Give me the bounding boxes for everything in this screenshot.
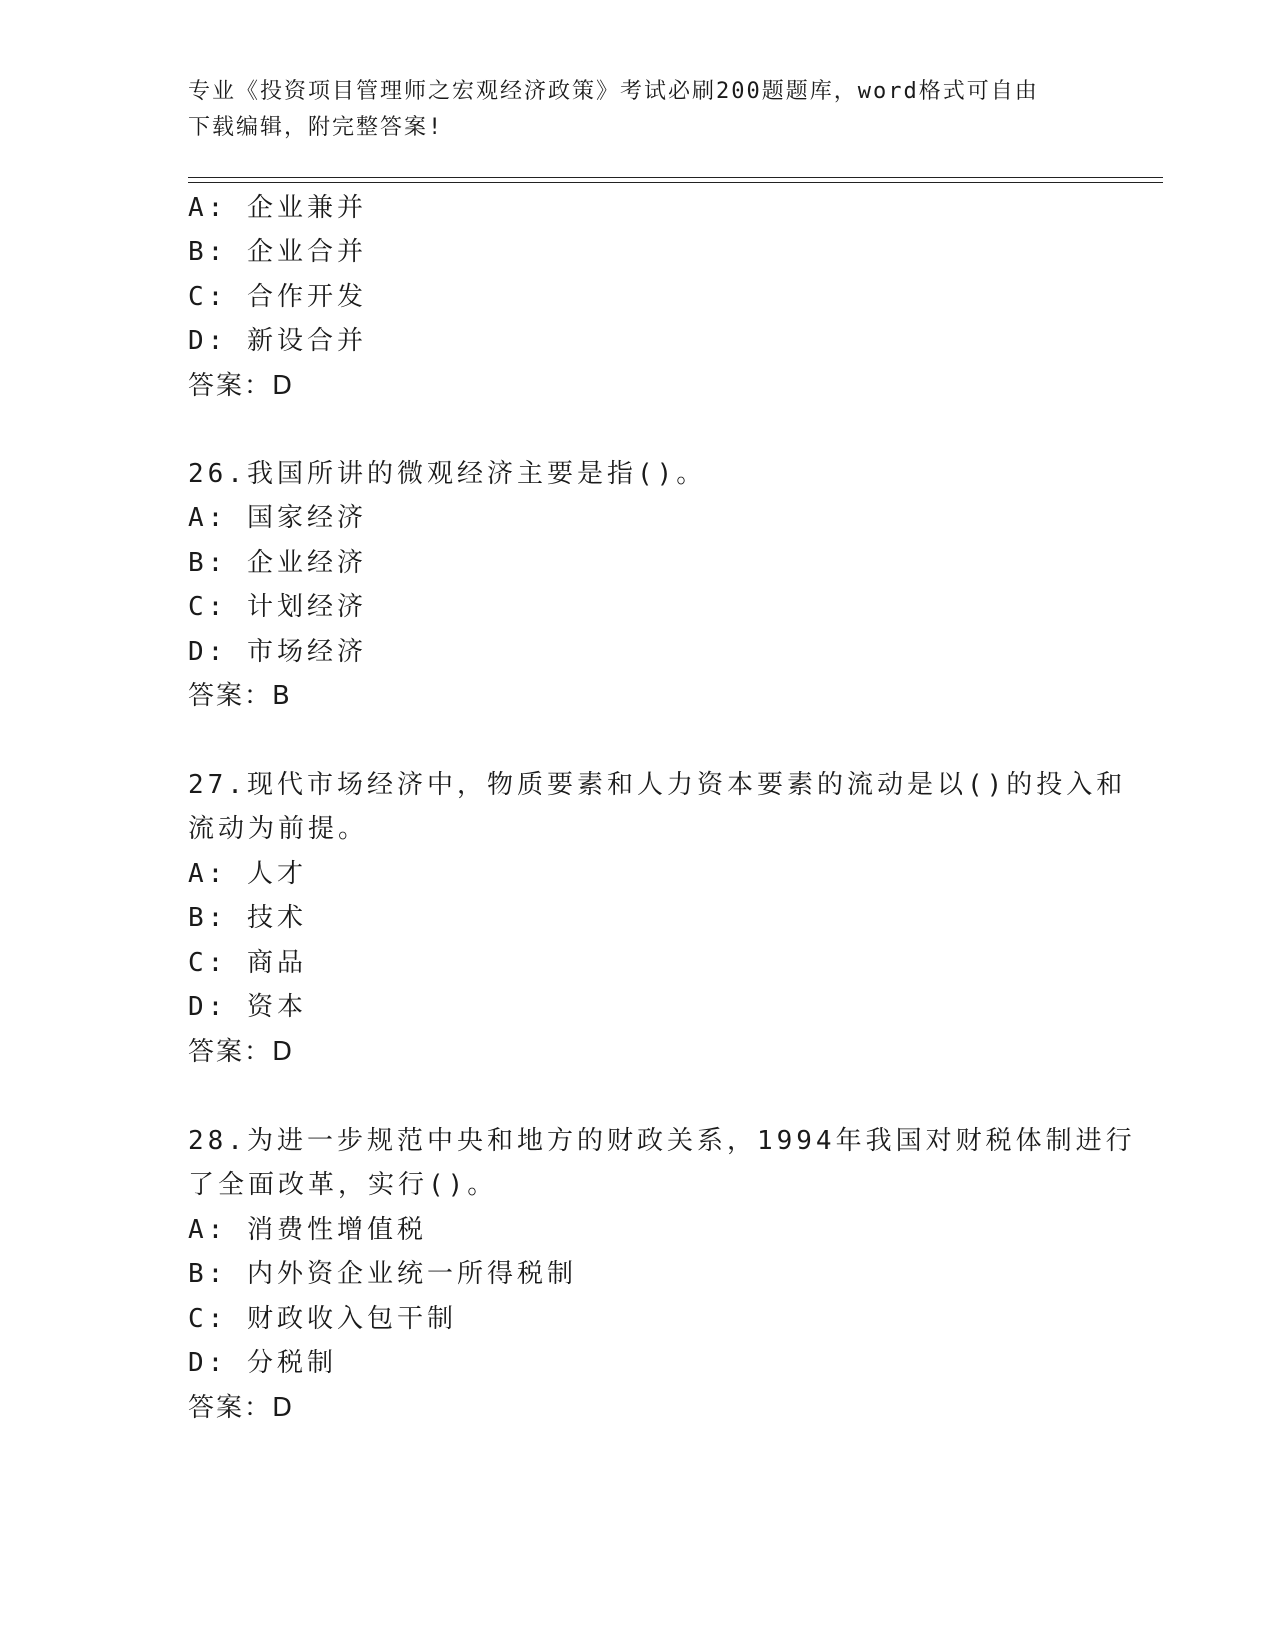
option-c: C: 财政收入包干制 [188,1304,457,1334]
option-d: D: 新设合并 [188,326,367,356]
option-d: D: 分税制 [188,1348,337,1378]
answer-line: 答案：D [188,1393,295,1423]
header-line-2: 下载编辑，附完整答案! [188,115,444,140]
header-line-1: 专业《投资项目管理师之宏观经济政策》考试必刷200题题库，word格式可自由 [188,79,1039,104]
option-b: B: 企业经济 [188,548,367,578]
option-b: B: 企业合并 [188,237,367,267]
answer-line: 答案：B [188,681,292,711]
question-stem-cont: 流动为前提。 [188,814,369,844]
question-stem: 26.我国所讲的微观经济主要是指()。 [188,459,707,489]
answer-line: 答案：D [188,371,295,401]
option-a: A: 人才 [188,859,307,889]
document-header [188,74,1068,146]
option-a: A: 消费性增值税 [188,1215,427,1245]
option-d: D: 资本 [188,992,307,1022]
option-c: C: 合作开发 [188,282,367,312]
option-a: A: 企业兼并 [188,193,367,223]
header-divider-top [188,177,1163,178]
question-stem-cont: 了全面改革，实行()。 [188,1170,498,1200]
header-divider-bottom [188,182,1163,183]
option-a: A: 国家经济 [188,503,367,533]
answer-line: 答案：D [188,1037,295,1067]
question-stem: 27.现代市场经济中，物质要素和人力资本要素的流动是以()的投入和 [188,770,1127,800]
question-stem: 28.为进一步规范中央和地方的财政关系，1994年我国对财税体制进行 [188,1126,1136,1156]
option-b: B: 内外资企业统一所得税制 [188,1259,577,1289]
option-c: C: 商品 [188,948,307,978]
option-c: C: 计划经济 [188,592,367,622]
option-b: B: 技术 [188,903,307,933]
option-d: D: 市场经济 [188,637,367,667]
